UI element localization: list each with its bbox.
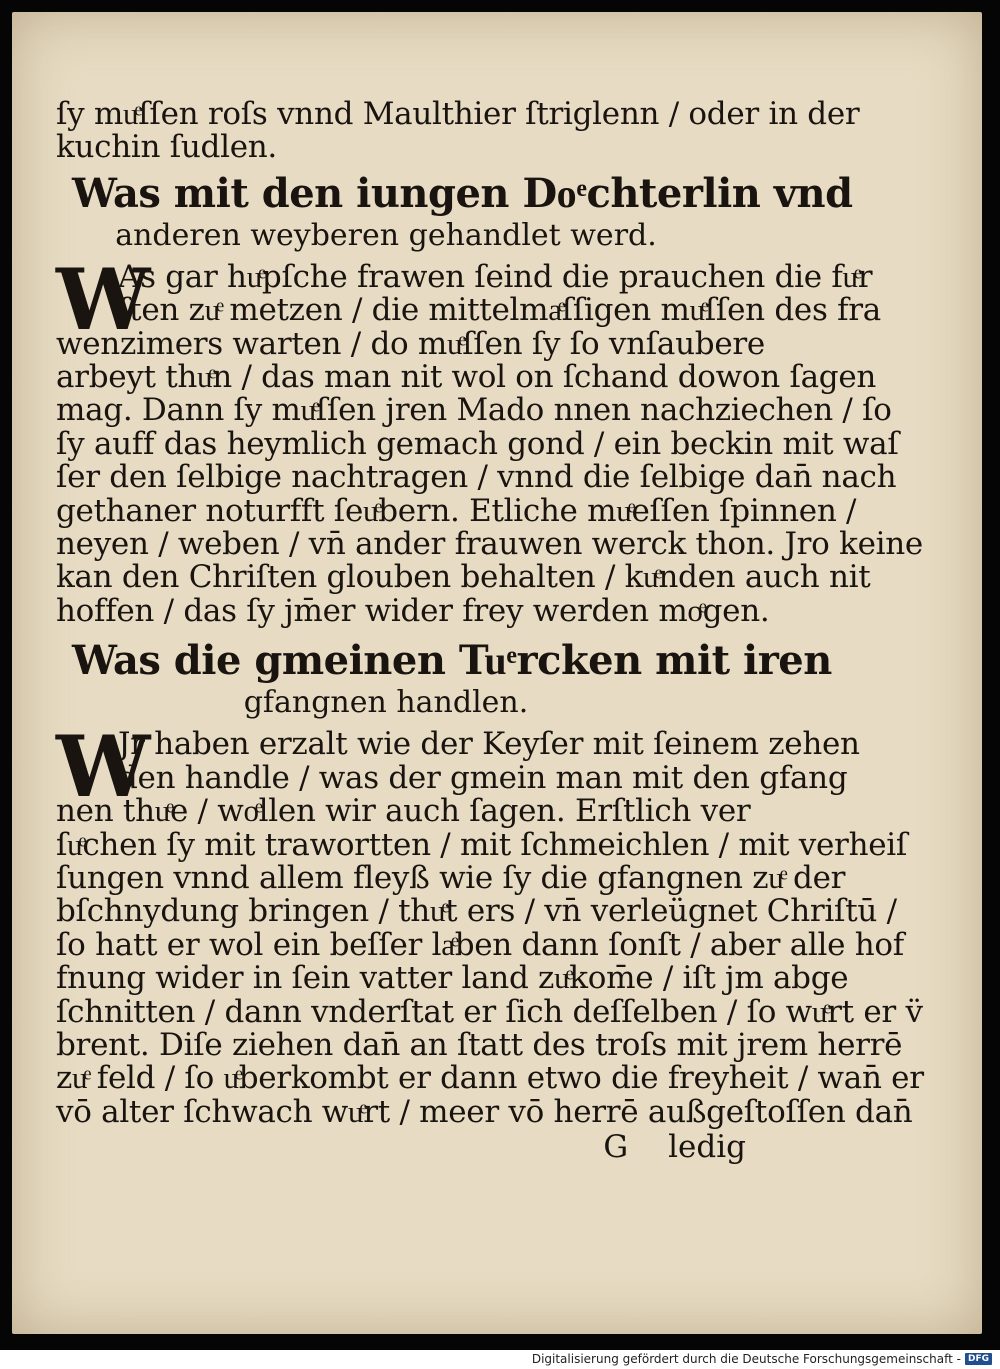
text-line: ſungen vnnd allem fleyß wie ſy die gfangnen zuͤ der (56, 859, 846, 896)
chapter-heading: Was die gmeinen Tuͤrcken mit iren (72, 637, 832, 685)
text-line: ſchnitten / dann vnderſtat er ſich deſſelben / ſo wuͤrt er v̈ (56, 993, 923, 1030)
drop-cap: W (56, 249, 151, 349)
text-line: bſchnydung bringen / thuͤt ers / vn̄ verleügnet Chriſtū / (56, 893, 897, 930)
text-line: brent. Diſe ziehen dan̄ an ſtatt des troſs mit jrem herrē (56, 1026, 903, 1063)
text-line: vō alter ſchwach wuͤrt / meer vō herrē außgeſtoſſen dan̄ (56, 1093, 913, 1130)
footer-credit (532, 1352, 992, 1366)
dfg-logo: DFG (965, 1353, 992, 1365)
footer-text: Digitalisierung gefördert durch die Deutsche Forschungsgemeinschaft - (531, 1352, 961, 1366)
text-line: ſuͤchen ſy mit trawortten / mit ſchmeichlen / mit verheiſ (56, 826, 908, 863)
paragraph (56, 249, 923, 629)
signature-mark: G (603, 1129, 629, 1166)
catchword: ledig (668, 1129, 746, 1166)
page-scan (12, 12, 982, 1334)
chapter-heading: Was mit den iungen Doͤchterlin vnd (72, 169, 853, 217)
text-line: gethaner noturfft ſeuͤbern. Etliche muͤeſſen ſpinnen / (56, 492, 857, 529)
chapter-subheading: anderen weyberen gehandlet werd. (115, 217, 657, 253)
text-line: fnung wider in ſein vatter land zuͤkom̄e / iſt jm abge (56, 960, 849, 997)
text-line: den handle / was der gmein man mit den gfang (118, 759, 848, 796)
text-line: neyen / weben / vn̄ ander frauwen werck thon. Jro keine (56, 526, 923, 563)
text-line: kuchin ſudlen. (56, 129, 277, 166)
text-line: ſy muͤſſen roſs vnnd Maulthier ſtriglenn / oder in der (56, 96, 860, 132)
text-block (56, 96, 924, 1166)
text-line: mag. Dann ſy muͤſſen jren Mado nnen nachziechen / ſo (56, 392, 892, 429)
text-line: ſten zuͤ metzen / die mittelmaͤſſigen muͤſſen des fra (118, 292, 881, 329)
text-line: ſer den ſelbige nachtragen / vnnd die ſelbige dan̄ nach (56, 459, 897, 496)
text-line: Jr haben erzalt wie der Keyſer mit ſeinem zehen (118, 726, 860, 763)
chapter-subheading: gfangnen handlen. (243, 685, 529, 721)
catchword-line (56, 1129, 756, 1165)
text-line: wenzimers warten / do muͤſſen ſy ſo vnſaubere (56, 325, 765, 362)
paragraph (56, 717, 924, 1130)
text-line: ſo hatt er wol ein beſſer laͤben dann ſonſt / aber alle hof (56, 926, 904, 963)
text-line: arbeyt thuͤn / das man nit wol on ſchand dowon ſagen (56, 359, 877, 396)
text-line: As gar huͤpſche frawen ſeind die prauchen die fuͤr (118, 258, 873, 295)
text-line: ſy auff das heymlich gemach gond / ein beckin mit waſ (56, 425, 899, 462)
text-line: hoffen / das ſy jm̄er wider frey werden moͤgen. (56, 592, 770, 629)
text-line: nen thuͤe / woͤllen wir auch ſagen. Erſtlich ver (56, 793, 751, 830)
drop-cap: W (56, 717, 151, 817)
text-line: kan den Chriſten glouben behalten / kuͤnden auch nit (56, 559, 871, 596)
text-line: zuͤ feld / ſo uͤberkombt er dann etwo die freyheit / wan̄ er (56, 1060, 924, 1097)
